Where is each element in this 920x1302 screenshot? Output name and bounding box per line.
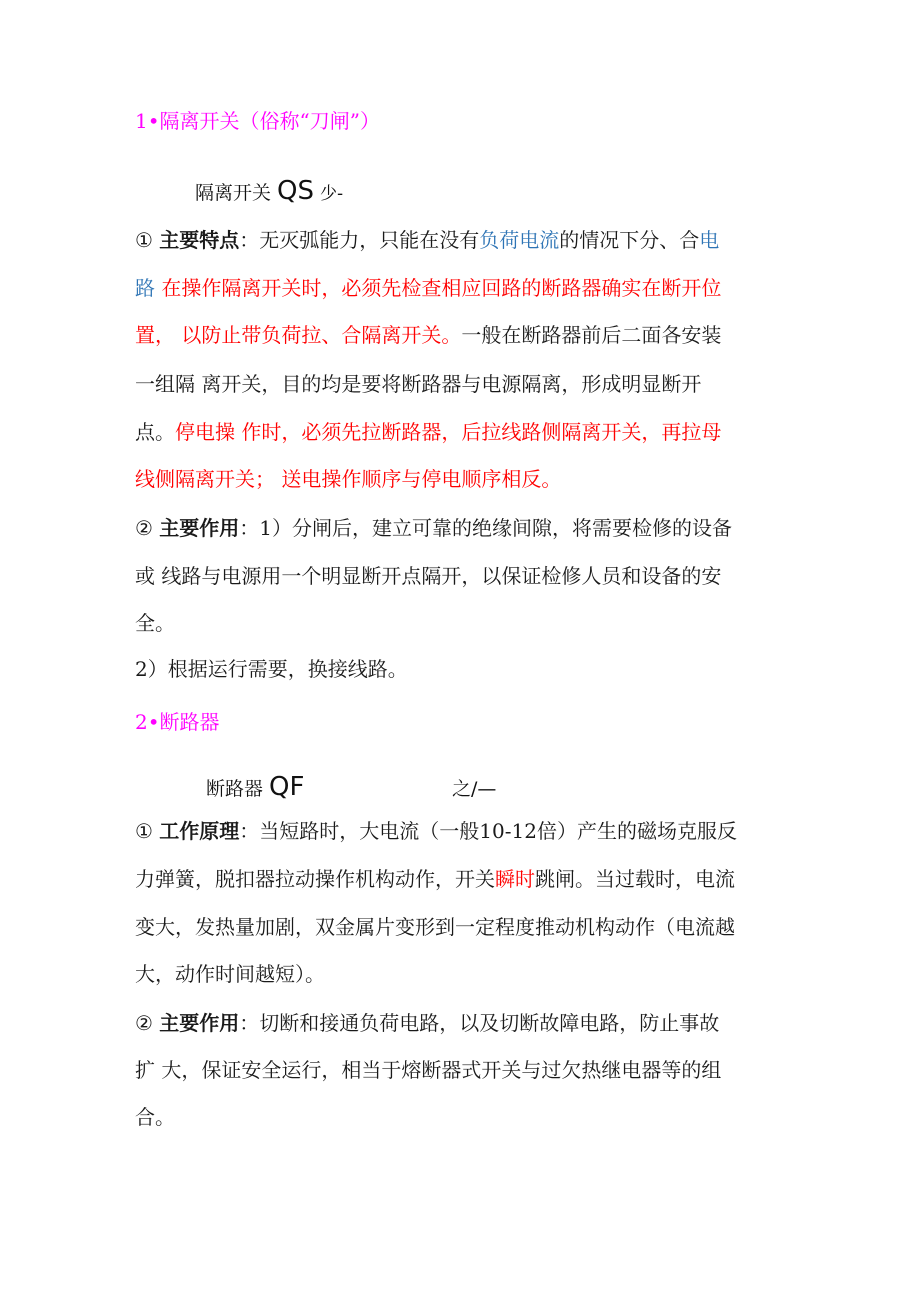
- function2-line-2: 扩 大，保证安全运行，相当于熔断器式开关与过欠热继电器等的组: [135, 1058, 722, 1082]
- section1-heading: 1•隔离开关（俗称“刀闸”）: [135, 109, 380, 133]
- features-line-4: 一组隔 离开关，目的均是要将断路器与电源隔离，形成明显断开: [135, 372, 702, 396]
- principle-line-2: 力弹簧，脱扣器拉动操作机构动作，开关瞬时跳闸。当过载时，电流: [135, 867, 735, 891]
- operation-warning: 在操作隔离开关时，必须先检查相应回路的断路器确实在断开位: [161, 276, 722, 300]
- symbol-extra: 少-: [319, 184, 344, 204]
- function1-line-3: 全。: [135, 611, 175, 635]
- load-current-term: 负荷电流: [479, 228, 560, 252]
- function2-line-3: 合。: [135, 1105, 175, 1129]
- symbol-code: QF: [269, 772, 305, 802]
- principle-line-4: 大，动作时间越短）。: [135, 962, 325, 986]
- features-line-6: 线侧隔离开关； 送电操作顺序与停电顺序相反。: [135, 467, 562, 491]
- function1-line-1: ② 主要作用：1）分闸后，建立可靠的绝缘间隙，将需要检修的设备: [135, 516, 733, 540]
- section2-symbol-extra: 之/—: [452, 778, 497, 800]
- power-off-sequence: 停电操 作时，必须先拉断路器，后拉线路侧隔离开关，再拉母: [175, 420, 722, 444]
- function2-title: 主要作用: [159, 1011, 240, 1035]
- features-title: 主要特点: [159, 228, 240, 252]
- features-line-3: 置， 以防止带负荷拉、合隔离开关。一般在断路器前后二面各安装: [135, 323, 722, 347]
- principle-title: 工作原理: [159, 819, 240, 843]
- section1-symbol-line: [195, 176, 343, 206]
- principle-line-3: 变大，发热量加剧，双金属片变形到一定程度推动机构动作（电流越: [135, 915, 735, 939]
- symbol-label: 隔离开关: [195, 182, 272, 204]
- function1-line-4: 2）根据运行需要，换接线路。: [135, 657, 408, 681]
- section2-symbol-line: [206, 772, 304, 802]
- function1-title: 主要作用: [159, 516, 240, 540]
- symbol-code: QS: [277, 176, 314, 206]
- features-line-2: 路 在操作隔离开关时，必须先检查相应回路的断路器确实在断开位: [135, 276, 722, 300]
- instant-term: 瞬时: [495, 867, 535, 891]
- principle-line-1: ① 工作原理：当短路时，大电流（一般10-12倍）产生的磁场克服反: [135, 819, 737, 843]
- features-line-5: 点。停电操 作时，必须先拉断路器，后拉线路侧隔离开关，再拉母: [135, 420, 722, 444]
- function2-line-1: ② 主要作用：切断和接通负荷电路，以及切断故障电路，防止事故: [135, 1011, 720, 1035]
- features-num: ①: [135, 228, 153, 252]
- function1-line-2: 或 线路与电源用一个明显断开点隔开，以保证检修人员和设备的安: [135, 564, 722, 588]
- symbol-label: 断路器: [206, 778, 264, 800]
- features-line-1: ① 主要特点：无灭弧能力，只能在没有负荷电流的情况下分、合电: [135, 228, 720, 252]
- section2-heading: 2•断路器: [135, 710, 220, 734]
